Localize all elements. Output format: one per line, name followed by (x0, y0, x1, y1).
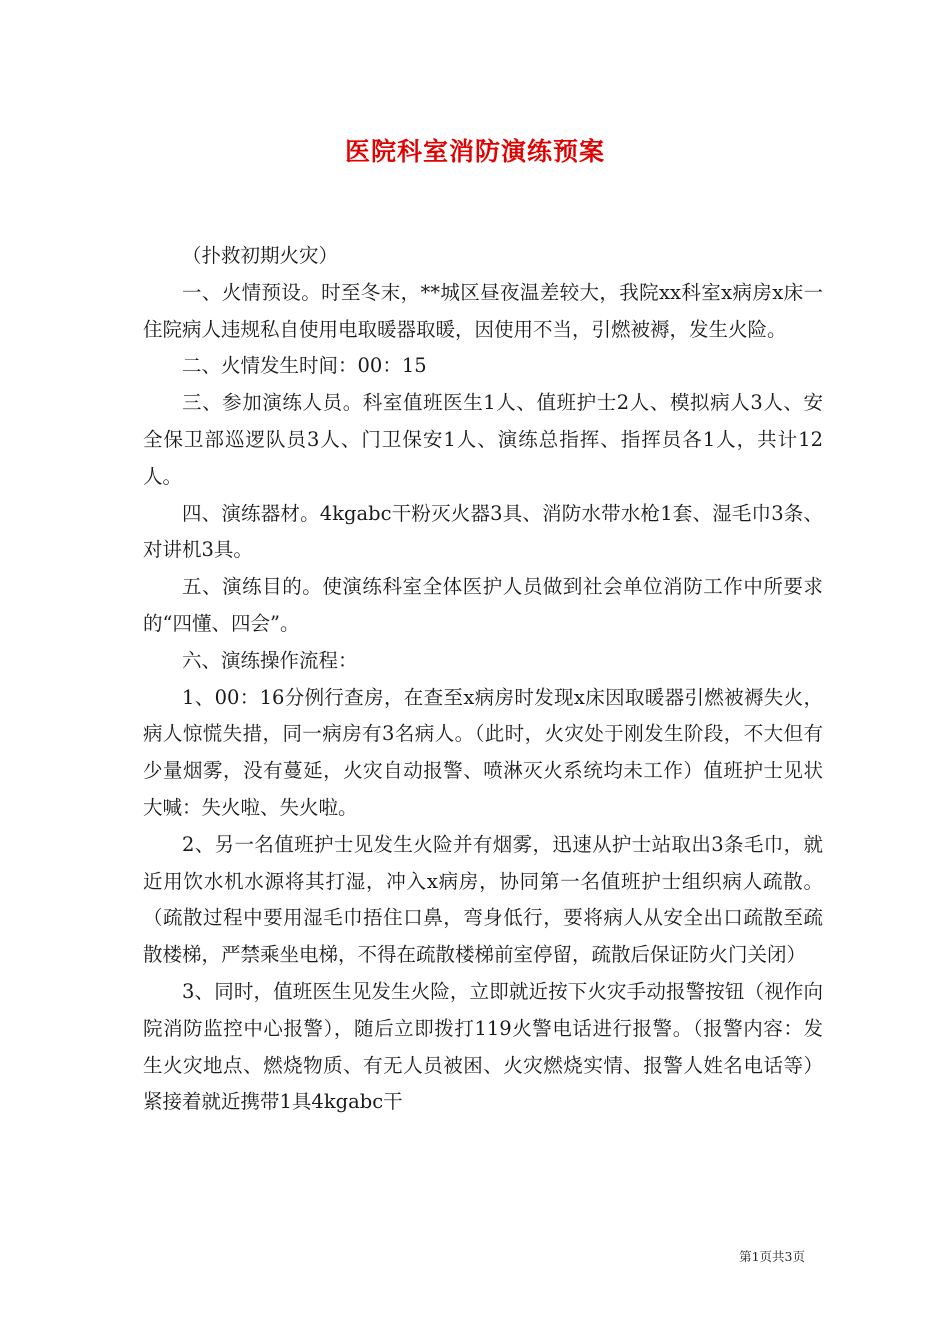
paragraph-step-3: 3、同时，值班医生见发生火险，立即就近按下火灾手动报警按钮（视作向院消防监控中心报警），随后立即拨打119火警电话进行报警。（报警内容：发生火灾地点、燃烧物质、有无人员被困、火灾燃烧实情、报警人姓名电话等）紧接着就近携带1具4kgabc干 (143, 979, 823, 1114)
paragraph-subtitle: （扑救初期火灾） (182, 244, 339, 267)
paragraph-step-2: 2、另一名值班护士见发生火险并有烟雾，迅速从护士站取出3条毛巾，就近用饮水机水源将其打湿，冲入x病房，协同第一名值班护士组织病人疏散。（疏散过程中要用湿毛巾捂住口鼻，弯身低行，要将病人从安全出口疏散至疏散楼梯，严禁乘坐电梯，不得在疏散楼梯前室停留，疏散后保证防火门关闭） (143, 832, 823, 967)
document-title: 医院科室消防演练预案 (344, 137, 605, 166)
paragraph-purpose: 五、演练目的。使演练科室全体医护人员做到社会单位消防工作中所要求的“四懂、四会”。 (143, 575, 823, 635)
paragraph-procedure-heading: 六、演练操作流程： (182, 648, 358, 672)
paragraph-participants: 三、参加演练人员。科室值班医生1人、值班护士2人、模拟病人3人、安全保卫部巡逻队员3人、门卫保安1人、演练总指挥、指挥员各1人，共计12人。 (143, 391, 823, 488)
page-number: 第1页共3页 (739, 1249, 805, 1264)
paragraph-fire-scenario: 一、火情预设。时至冬末，**城区昼夜温差较大，我院xx科室x病房x床一住院病人违规私自使用电取暖器取暖，因使用不当，引燃被褥，发生火险。 (143, 280, 823, 341)
paragraph-step-1: 1、00：16分例行查房，在查至x病房时发现x床因取暖器引燃被褥失火，病人惊慌失措，同一病房有3名病人。（此时，火灾处于刚发生阶段，不大但有少量烟雾，没有蔓延，火灾自动报警、喷淋灭火系统均未工作）值班护士见状大喊：失火啦、失火啦。 (143, 685, 823, 819)
document-body (143, 238, 823, 1121)
paragraph-fire-time: 二、火情发生时间：00：15 (182, 354, 427, 378)
paragraph-equipment: 四、演练器材。4kgabc干粉灭火器3具、消防水带水枪1套、湿毛巾3条、对讲机3具。 (143, 501, 823, 562)
